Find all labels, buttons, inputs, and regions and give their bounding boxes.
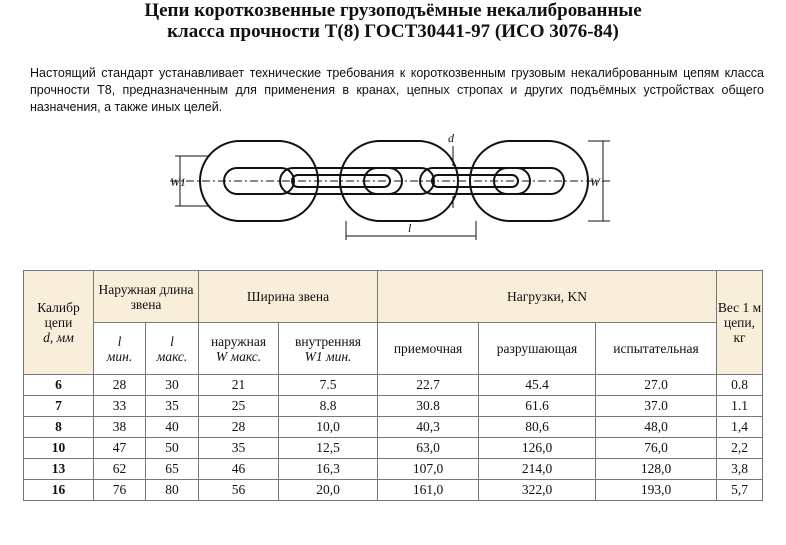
label-w1: W1 bbox=[170, 175, 186, 189]
table-row: 13 62 65 46 16,3 107,0 214,0 128,0 3,8 bbox=[24, 459, 763, 480]
label-l: l bbox=[408, 221, 412, 235]
title-line-1: Цепи короткозвенные грузоподъёмные некалиброванные bbox=[144, 0, 642, 21]
col-test-load: испытательная bbox=[596, 323, 717, 375]
col-width: Ширина звена bbox=[199, 271, 378, 323]
col-loads: Нагрузки, KN bbox=[378, 271, 717, 323]
col-w-outer: наружная W макс. bbox=[199, 323, 279, 375]
table-row: 16 76 80 56 20,0 161,0 322,0 193,0 5,7 bbox=[24, 480, 763, 501]
label-w: W bbox=[590, 175, 600, 189]
col-outer-length: Наружная длина звена bbox=[94, 271, 199, 323]
title-line-2: класса прочности Т(8) ГОСТ30441-97 (ИСО 3076-84) bbox=[167, 21, 619, 42]
page-title bbox=[0, 0, 786, 42]
col-l-max: l макс. bbox=[146, 323, 199, 375]
col-w-inner: внутренняя W1 мин. bbox=[279, 323, 378, 375]
col-break-load: разрушающая bbox=[479, 323, 596, 375]
label-d: d bbox=[448, 131, 454, 145]
chain-spec-table bbox=[23, 270, 763, 501]
chain-diagram bbox=[170, 128, 620, 253]
table-row: 7 33 35 25 8.8 30.8 61.6 37.0 1.1 bbox=[24, 396, 763, 417]
col-accept-load: приемочная bbox=[378, 323, 479, 375]
col-l-min: l мин. bbox=[94, 323, 146, 375]
table-row: 6 28 30 21 7.5 22.7 45.4 27.0 0.8 bbox=[24, 375, 763, 396]
col-weight: Вес 1 м цепи, кг bbox=[717, 271, 763, 375]
table-row: 8 38 40 28 10,0 40,3 80,6 48,0 1,4 bbox=[24, 417, 763, 438]
col-caliber: Калибр цепи d, мм bbox=[24, 271, 94, 375]
intro-paragraph: Настоящий стандарт устанавливает технические требования к короткозвенным грузовым некалиброванным цепям класса прочности Т8, предназначенным для применения в кранах, цепных стропах и других подъёмных устройствах общего назначения, а также иных целей. bbox=[30, 66, 764, 114]
table-row: 10 47 50 35 12,5 63,0 126,0 76,0 2,2 bbox=[24, 438, 763, 459]
